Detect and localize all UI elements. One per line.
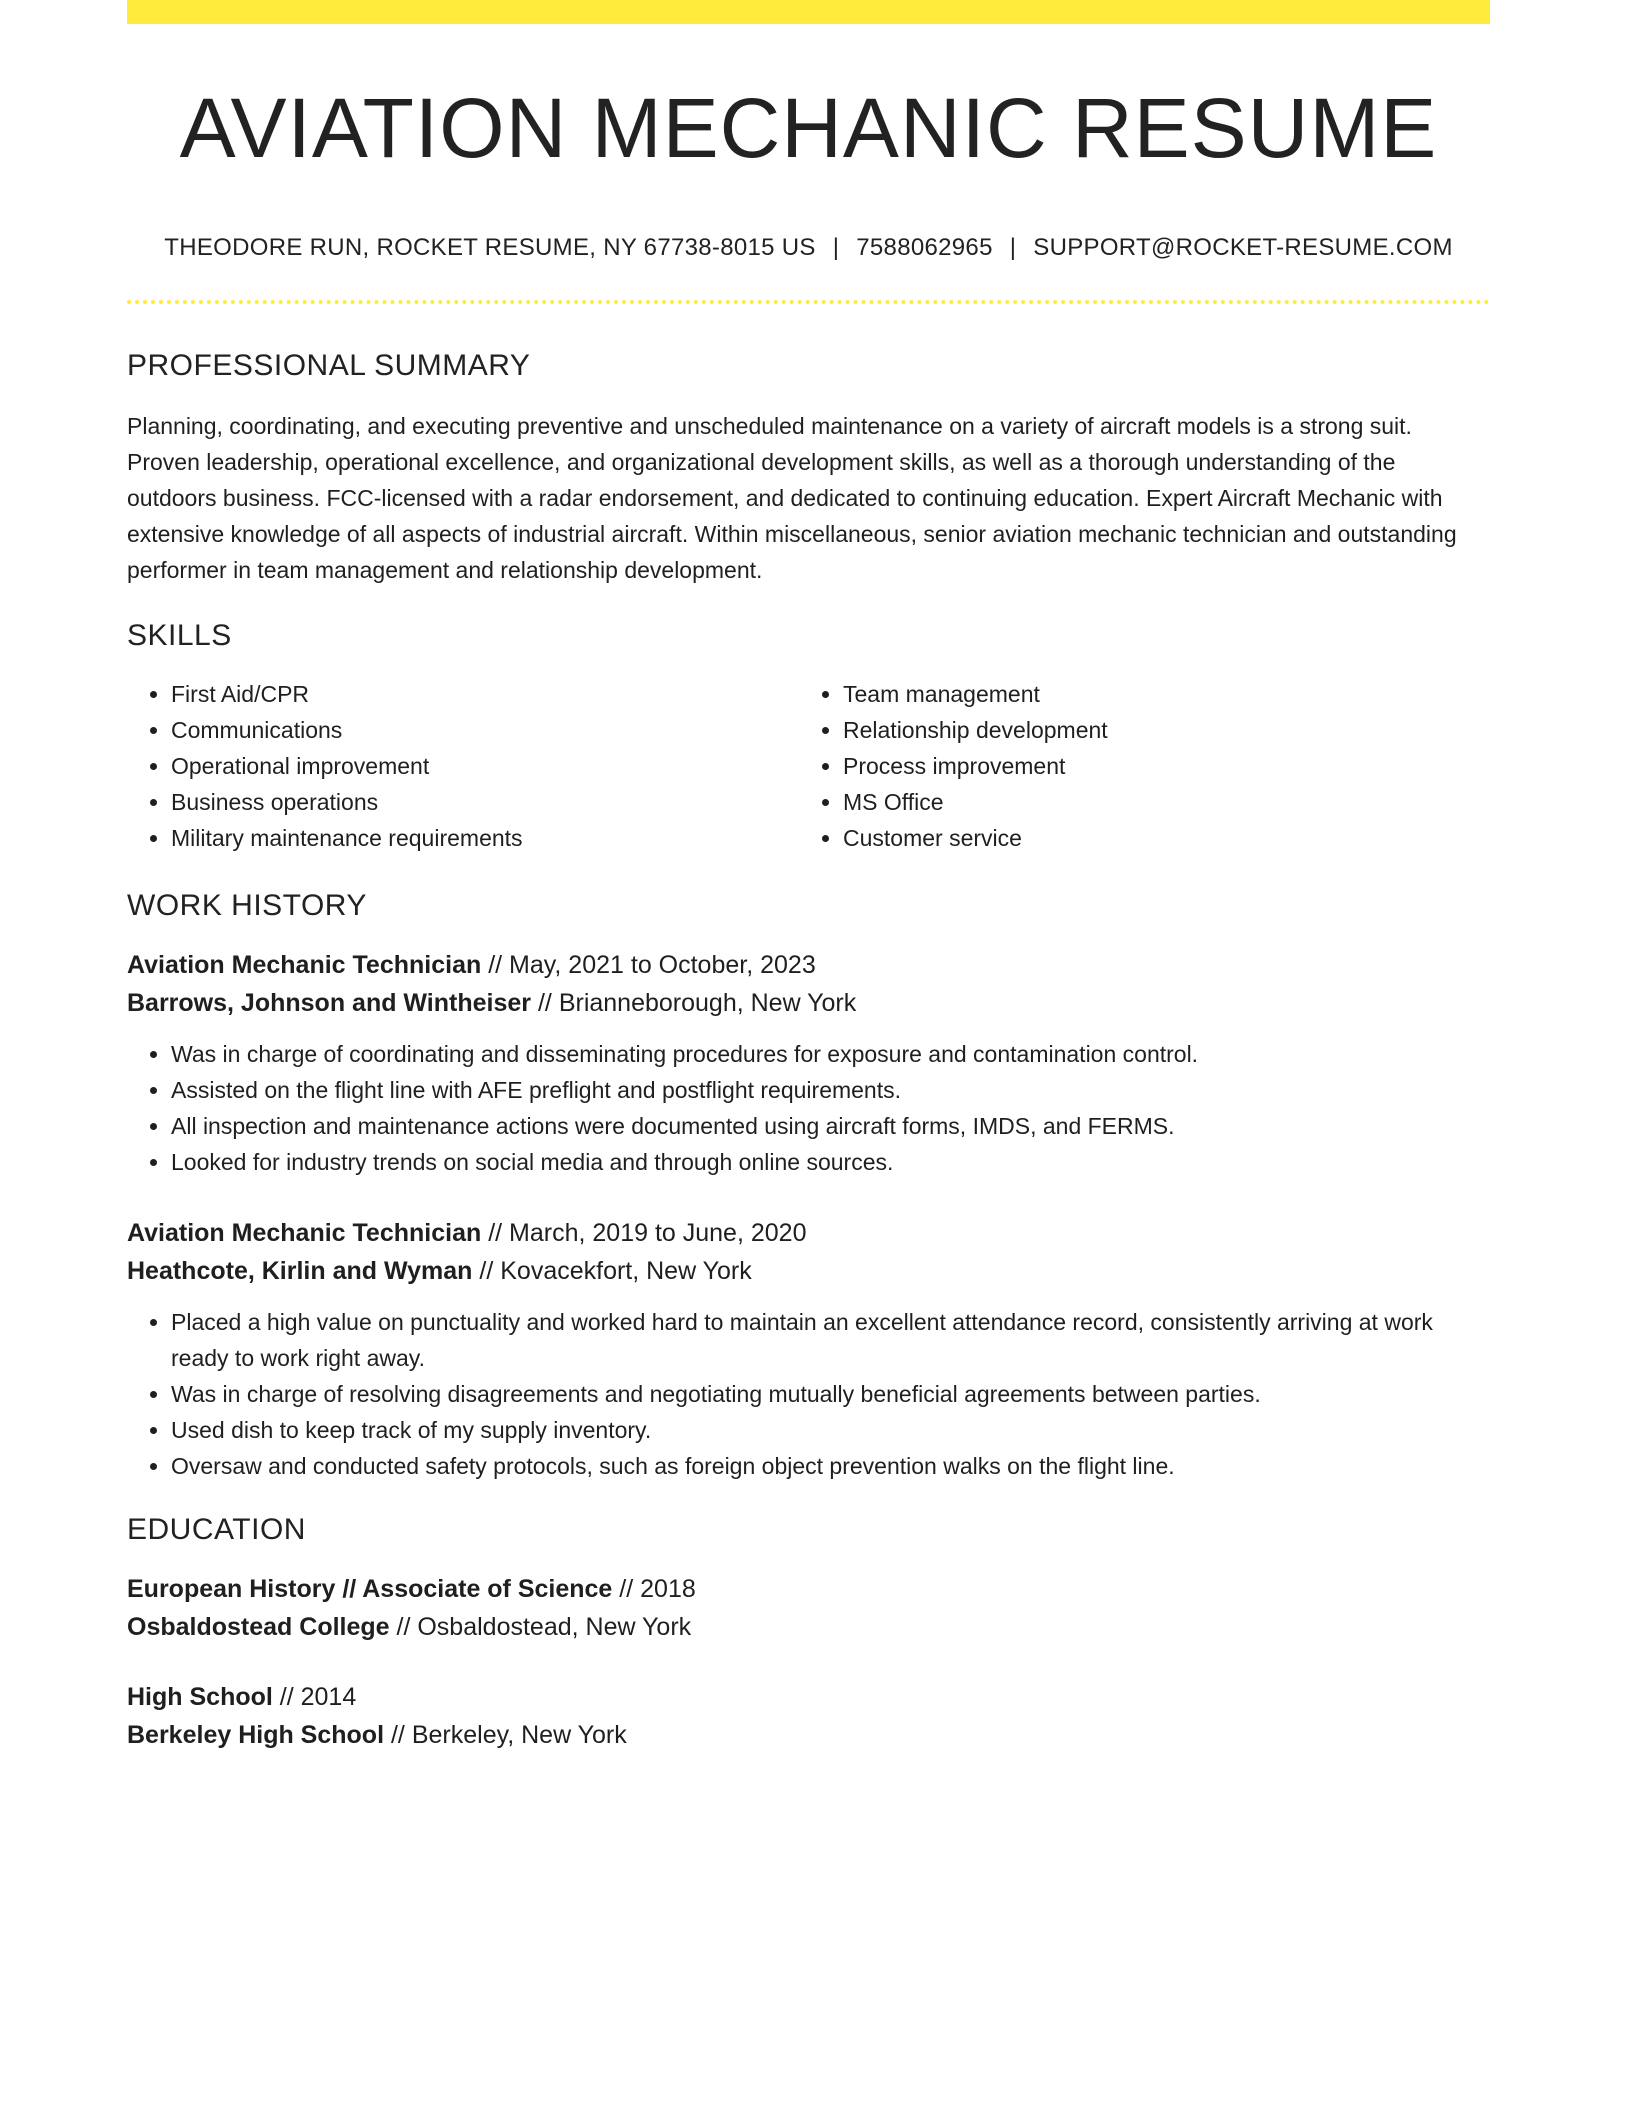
skill-item: • First Aid/CPR (171, 676, 799, 712)
job-bullet: • Was in charge of resolving disagreements and negotiating mutually beneficial agreements between parties. (171, 1376, 1490, 1412)
contact-email: SUPPORT@ROCKET-RESUME.COM (1033, 234, 1453, 262)
accent-top-bar (127, 0, 1490, 24)
job-entry (127, 946, 1490, 1180)
education-year: 2014 (300, 1683, 357, 1712)
education-location: Berkeley, New York (411, 1721, 627, 1750)
education-entry (127, 1570, 1490, 1646)
job-company-line (127, 984, 1490, 1022)
job-company: Heathcote, Kirlin and Wyman (127, 1257, 473, 1286)
skill-item: • Business operations (171, 784, 799, 820)
summary-text: Planning, coordinating, and executing preventive and unscheduled maintenance on a variety of aircraft models is a strong suit. Proven leadership, operational excellence, and organizational development skills, as well as a thorough understanding of the outdoors business. FCC-licensed with a radar endorsement, and dedicated to continuing education. Expert Aircraft Mechanic with extensive knowledge of all aspects of industrial aircraft. Within miscellaneous, senior aviation mechanic technician and outstanding performer in team management and relationship development. (127, 413, 1457, 584)
delimiter: // (384, 1721, 412, 1750)
section-heading-education: EDUCATION (127, 1513, 306, 1547)
job-company: Barrows, Johnson and Wintheiser (127, 989, 532, 1018)
delimiter: // (531, 989, 559, 1018)
section-heading-skills: SKILLS (127, 619, 232, 653)
job-dates: May, 2021 to October, 2023 (509, 951, 816, 980)
job-bullets (127, 1036, 1490, 1180)
skill-item: • Military maintenance requirements (171, 820, 799, 856)
job-title: Aviation Mechanic Technician (127, 1219, 482, 1248)
education-degree-line (127, 1570, 1490, 1608)
skill-item: • Process improvement (843, 748, 1471, 784)
delimiter: // (481, 951, 510, 980)
job-title-line (127, 946, 1490, 984)
skills-list-left (127, 676, 799, 856)
education-degree: High School (127, 1683, 273, 1712)
skill-item: • Operational improvement (171, 748, 799, 784)
job-bullet: • Used dish to keep track of my supply inventory. (171, 1412, 1490, 1448)
skill-item: • Team management (843, 676, 1471, 712)
contact-separator: | (832, 234, 840, 262)
skill-item: • MS Office (843, 784, 1471, 820)
job-dates: March, 2019 to June, 2020 (509, 1219, 807, 1248)
job-title: Aviation Mechanic Technician (127, 951, 482, 980)
job-company-line (127, 1252, 1490, 1290)
resume-page (127, 0, 1490, 1754)
skill-item: • Relationship development (843, 712, 1471, 748)
job-bullet: • Assisted on the flight line with AFE preflight and postflight requirements. (171, 1072, 1490, 1108)
section-heading-work-history: WORK HISTORY (127, 889, 367, 923)
delimiter: // (272, 1683, 301, 1712)
job-entry (127, 1214, 1490, 1484)
delimiter: // (481, 1219, 510, 1248)
job-bullets (127, 1304, 1490, 1484)
education-school: Osbaldostead College (127, 1613, 390, 1642)
contact-address: THEODORE RUN, ROCKET RESUME, NY 67738-8015 US (164, 234, 816, 262)
education-degree: European History // Associate of Science (127, 1575, 613, 1604)
contact-line (127, 234, 1490, 262)
delimiter: // (389, 1613, 418, 1642)
job-bullet: • Placed a high value on punctuality and worked hard to maintain an excellent attendance record, consistently arriving at work ready to work right away. (171, 1304, 1490, 1376)
skill-item: • Communications (171, 712, 799, 748)
section-heading-summary: PROFESSIONAL SUMMARY (127, 349, 531, 383)
job-title-line (127, 1214, 1490, 1252)
job-bullet: • All inspection and maintenance actions were documented using aircraft forms, IMDS, and FERMS. (171, 1108, 1490, 1144)
education-school-line (127, 1716, 1490, 1754)
education-degree-line (127, 1678, 1490, 1716)
education-school: Berkeley High School (127, 1721, 385, 1750)
skill-item: • Customer service (843, 820, 1471, 856)
contact-phone: 7588062965 (856, 234, 993, 262)
delimiter: // (472, 1257, 501, 1286)
education-location: Osbaldostead, New York (417, 1613, 692, 1642)
dotted-divider (127, 300, 1490, 304)
job-location: Brianneborough, New York (558, 989, 857, 1018)
education-school-line (127, 1608, 1490, 1646)
job-bullet: • Oversaw and conducted safety protocols, such as foreign object prevention walks on the flight line. (171, 1448, 1490, 1484)
contact-separator: | (1009, 234, 1017, 262)
resume-title: AVIATION MECHANIC RESUME (179, 81, 1438, 175)
education-entry (127, 1678, 1490, 1754)
delimiter: // (612, 1575, 641, 1604)
job-bullet: • Was in charge of coordinating and disseminating procedures for exposure and contamination control. (171, 1036, 1490, 1072)
job-location: Kovacekfort, New York (500, 1257, 752, 1286)
education-year: 2018 (640, 1575, 696, 1604)
skills-list-right (799, 676, 1471, 856)
job-bullet: • Looked for industry trends on social media and through online sources. (171, 1144, 1490, 1180)
skills-columns (127, 676, 1490, 856)
